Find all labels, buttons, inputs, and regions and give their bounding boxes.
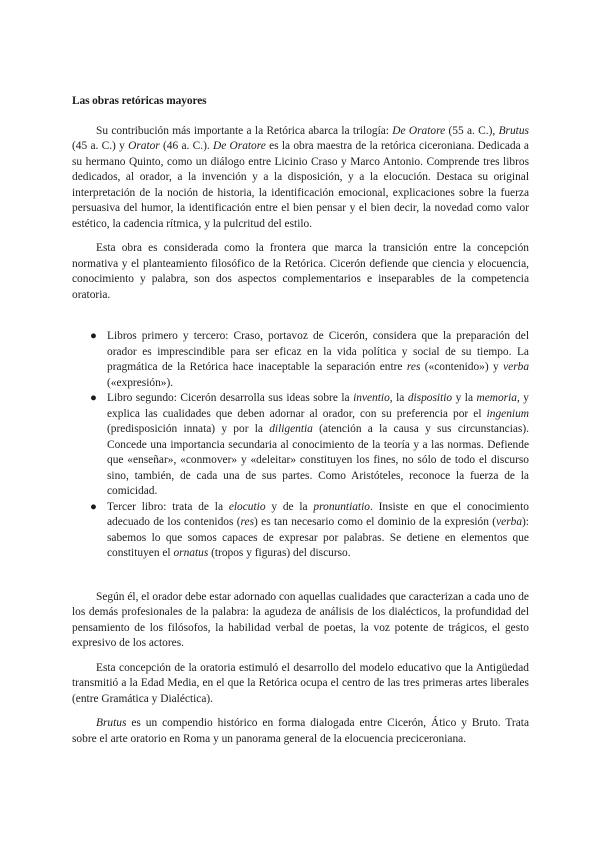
bullet-icon: ●: [90, 330, 97, 342]
paragraph-educational-model: Esta concepción de la oratoria estimuló el desarrollo del modelo educativo que la Antigüedad transmitió a la Edad Media, en el que la Retórica ocupa el centro de las tres primeras artes liberales (entre Gramática y Dialéctica).: [72, 661, 529, 705]
list-item-book-two: ● Libro segundo: Cicerón desarrolla sus ideas sobre la inventio, la dispositio y la memoria, y explica las cualidades que deben adornar al orador, con su preferencia por el ingenium (predisposición innata) y por la diligentia (atención a la causa y sus circunstancias). Concede una importancia secundaria al conocimiento de la teoría y a las normas. Defiende que «enseñar», «conmover» y «deleitar» constituyen los fines, no sólo de todo el discurso sino, también, de cada una de sus partes. Como Aristóteles, reconoce la fuerza de la comicidad.: [90, 392, 530, 497]
bullet-icon: ●: [90, 500, 97, 513]
list-item-books-one-three: ● Libros primero y tercero: Craso, portavoz de Cicerón, considera que la preparación del orador es imprescindible para ser eficaz en la vida política y social de su tiempo. La pragmática de la Retórica hace inaceptable la separación entre res («contenido») y verba («expresión»).: [90, 330, 530, 389]
books-list: [72, 329, 529, 562]
paragraph-orator-qualities: Según él, el orador debe estar adornado con aquellas cualidades que caracterizan a cada uno de los demás profesionales de la palabra: la agudeza de análisis de los dialécticos, la profundidad del pensamiento de los filósofos, la habilidad verbal de poetas, la voz potente de trágicos, el gesto expresivo de los actores.: [72, 590, 529, 649]
paragraph-trilogy: Su contribución más importante a la Retórica abarca la trilogía: De Oratore (55 a. C.), Brutus (45 a. C.) y Orator (46 a. C.). De Oratore es la obra maestra de la retórica ciceroniana. Dedicada a su hermano Quinto, como un diálogo entre Licinio Craso y Marco Antonio. Comprende tres libros dedicados, al orador, a la invención y a la disposición, y a la elocución. Destaca su original interpretación de la noción de historia, la identificación emocional, explicaciones sobre la fuerza persuasiva del humor, la identificación entre el bien pensar y el bien decir, la novedad como valor estético, la cadencia rítmica, y la pulcritud del estilo.: [72, 124, 529, 230]
section-heading: Las obras retóricas mayores: [72, 95, 207, 107]
paragraph-frontier: Esta obra es considerada como la frontera que marca la transición entre la concepción normativa y el planteamiento filosófico de la Retórica. Cicerón defiende que ciencia y elocuencia, conocimiento y palabra, son dos aspectos complementarios e inseparables de la competencia oratoria.: [72, 242, 529, 301]
list-item-book-three: ● Tercer libro: trata de la elocutio y de la pronuntiatio. Insiste en que el conocimiento adecuado de los contenidos (res) es tan necesario como el dominio de la expresión (verba): sabemos lo que somos capaces de expresar por palabras. Se detiene en elementos que constituyen el ornatus (tropos y figuras) del discurso.: [90, 500, 529, 559]
bullet-icon: ●: [90, 392, 97, 404]
paragraph-brutus: Brutus es un compendio histórico en forma dialogada entre Cicerón, Ático y Bruto. Trata sobre el arte oratorio en Roma y un panorama general de la elocuencia preciceroniana.: [72, 717, 529, 745]
